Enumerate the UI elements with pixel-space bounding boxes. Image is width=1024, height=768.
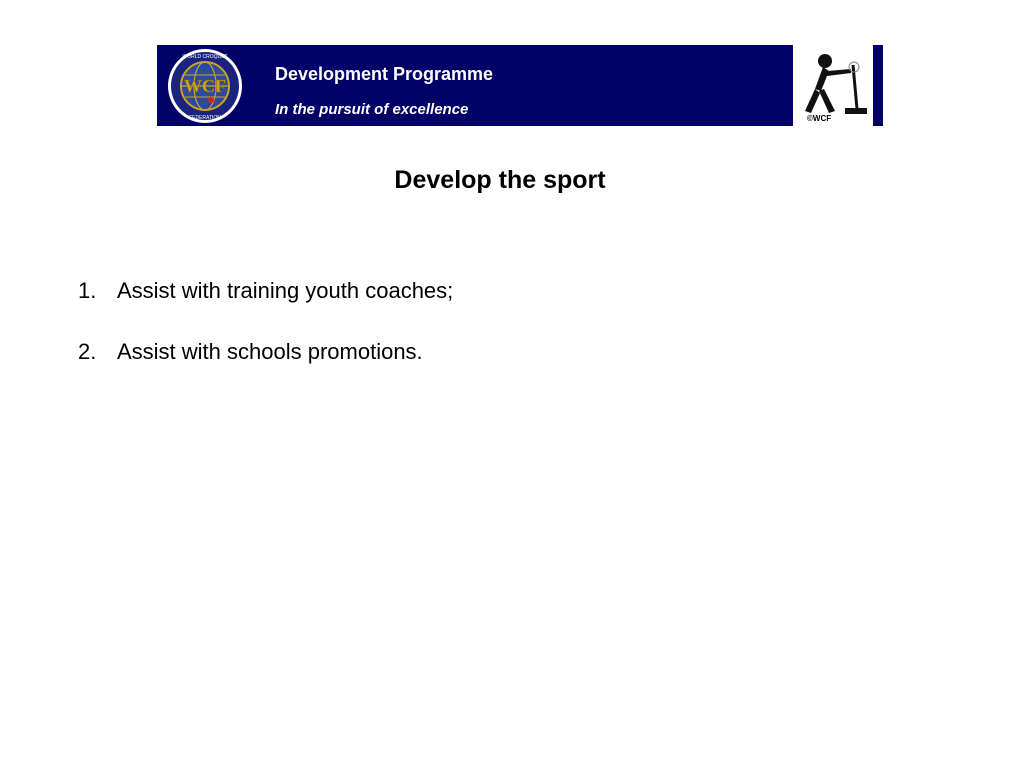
svg-text:WCF: WCF: [184, 76, 226, 96]
slide-title: Develop the sport: [394, 166, 606, 194]
croquet-player-icon: [793, 45, 873, 126]
banner-title: Development Programme: [275, 64, 494, 84]
svg-text:WORLD CROQUET: WORLD CROQUET: [182, 54, 228, 60]
banner-edge: [873, 45, 883, 126]
banner-subtitle: In the pursuit of excellence: [275, 101, 469, 118]
header-banner: [157, 45, 883, 126]
copyright-label: ©WCF: [807, 114, 832, 123]
list-item-number: 1.: [78, 278, 97, 303]
svg-text:FEDERATION: FEDERATION: [189, 115, 221, 121]
list-item-text: Assist with training youth coaches;: [117, 278, 454, 303]
list-item-text: Assist with schools promotions.: [117, 339, 423, 364]
list-item-number: 2.: [78, 339, 97, 364]
wcf-logo-icon: [167, 48, 243, 124]
